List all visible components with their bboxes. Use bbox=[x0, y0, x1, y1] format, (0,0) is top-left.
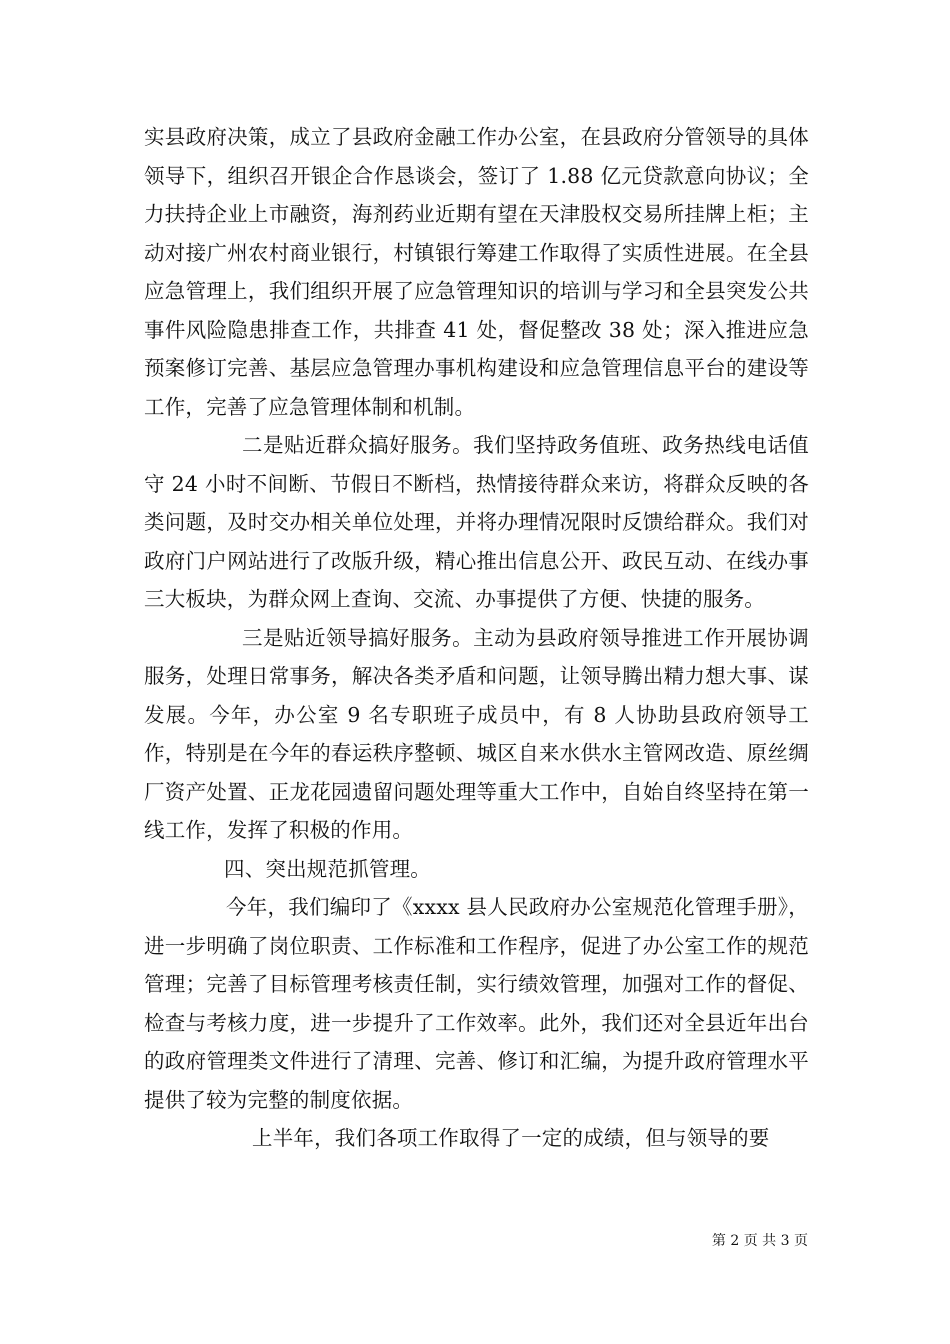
paragraph-serve-public: 二是贴近群众搞好服务。我们坚持政务值班、政务热线电话值守 24 小时不间断、节假日不断档，热情接待群众来访，将群众反映的各类问题，及时交办相关单位处理，并将办理情况限时反馈给群众。我们对政府门户网站进行了改版升级，精心推出信息公开、政民互动、在线办事三大板块，为群众网上查询、交流、办事提供了方便、快捷的服务。 bbox=[144, 433, 809, 611]
paragraph-half-year-summary: 上半年，我们各项工作取得了一定的成绩，但与领导的要 bbox=[252, 1126, 770, 1150]
paragraph-management-manual: 今年，我们编印了《xxxx 县人民政府办公室规范化管理手册》，进一步明确了岗位职责、工作标准和工作程序，促进了办公室工作的规范管理；完善了目标管理考核责任制，实行绩效管理，加强对工作的督促、检查与考核力度，进一步提升了工作效率。此外，我们还对全县近年出台的政府管理类文件进行了清理、完善、修订和汇编，为提升政府管理水平提供了较为完整的制度依据。 bbox=[144, 895, 809, 1112]
document-body bbox=[144, 118, 809, 1158]
paragraph-financial-emergency: 实县政府决策，成立了县政府金融工作办公室，在县政府分管领导的具体领导下，组织召开银企合作恳谈会，签订了 1.88 亿元贷款意向协议；全力扶持企业上市融资，海剂药业近期有望在天津股权交易所挂牌上柜；主动对接广州农村商业银行，村镇银行筹建工作取得了实质性进展。在全县应急管理上，我们组织开展了应急管理知识的培训与学习和全县突发公共事件风险隐患排查工作，共排查 41 处，督促整改 38 处；深入推进应急预案修订完善、基层应急管理办事机构建设和应急管理信息平台的建设等工作，完善了应急管理体制和机制。 bbox=[144, 125, 809, 419]
section-heading-management: 四、突出规范抓管理。 bbox=[224, 856, 431, 881]
page-number-footer: 第 2 页 共 3 页 bbox=[711, 1233, 808, 1249]
paragraph-serve-leaders: 三是贴近领导搞好服务。主动为县政府领导推进工作开展协调服务，处理日常事务，解决各类矛盾和问题，让领导腾出精力想大事、谋发展。今年，办公室 9 名专职班子成员中，有 8 人协助县政府领导工作，特别是在今年的春运秩序整顿、城区自来水供水主管网改造、原丝绸厂资产处置、正龙花园遗留问题处理等重大工作中，自始自终坚持在第一线工作，发挥了积极的作用。 bbox=[144, 625, 809, 842]
